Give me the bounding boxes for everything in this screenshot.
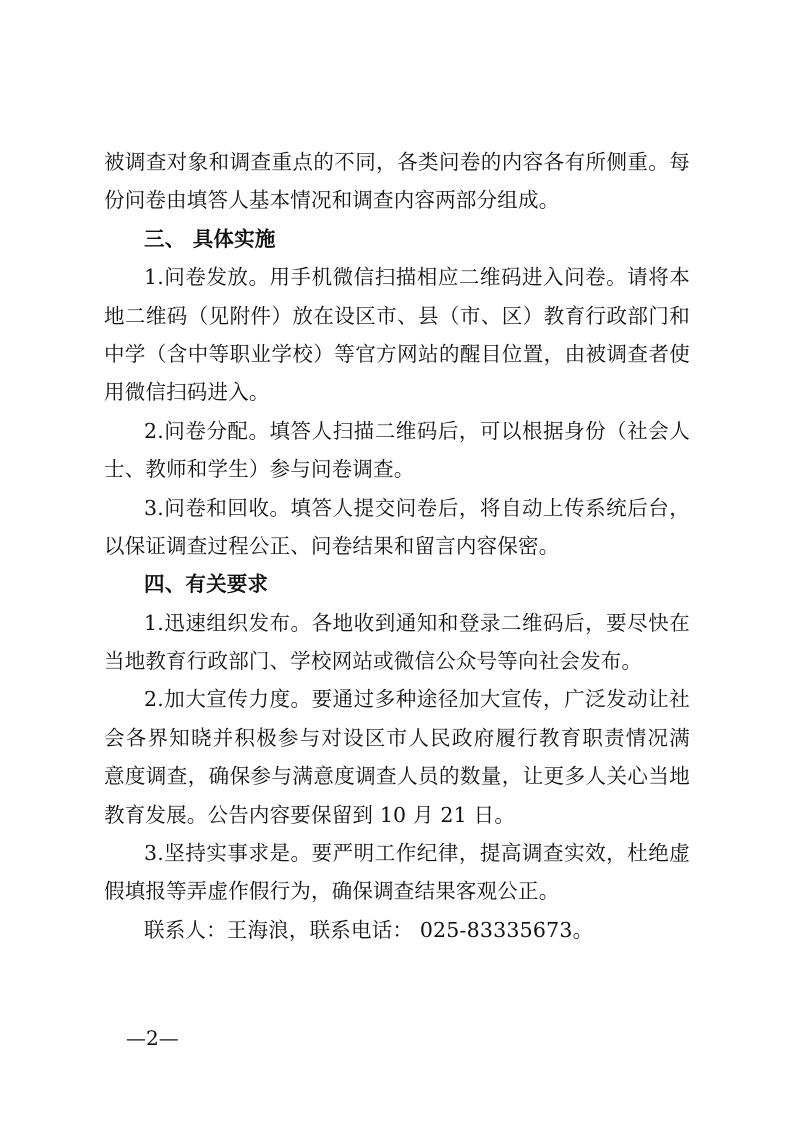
page-number: —2— xyxy=(126,1026,179,1050)
paragraph-line: 1.迅速组织发布。各地收到通知和登录二维码后，要尽快在 xyxy=(144,610,690,635)
section-heading: 三、 具体实施 xyxy=(144,226,276,251)
paragraph-line: 1.问卷发放。用手机微信扫描相应二维码进入问卷。请将本 xyxy=(144,265,690,290)
paragraph-line: 被调查对象和调查重点的不同，各类问卷的内容各有所侧重。每 xyxy=(104,150,690,174)
contact-line: 联系人：王海浪，联系电话： 025-83335673。 xyxy=(144,917,594,942)
paragraph-line: 当地教育行政部门、学校网站或微信公众号等向社会发布。 xyxy=(104,649,643,674)
paragraph-line: 以保证调查过程公正、问卷结果和留言内容保密。 xyxy=(104,533,560,558)
paragraph-line: 士、教师和学生）参与问卷调查。 xyxy=(104,457,415,482)
document-body xyxy=(104,143,690,949)
paragraph-line: 3.问卷和回收。填答人提交问卷后，将自动上传系统后台， xyxy=(144,495,690,520)
paragraph-line: 意度调查，确保参与满意度调查人员的数量，让更多人关心当地 xyxy=(104,764,690,789)
paragraph-line: 会各界知晓并积极参与对设区市人民政府履行教育职责情况满 xyxy=(104,725,690,750)
paragraph-line: 地二维码（见附件）放在设区市、县（市、区）教育行政部门和 xyxy=(104,303,690,328)
section-heading: 四、有关要求 xyxy=(144,572,269,597)
paragraph-line: 3.坚持实事求是。要严明工作纪律，提高调查实效，杜绝虚 xyxy=(144,841,690,866)
paragraph-line: 假填报等弄虚作假行为，确保调查结果客观公正。 xyxy=(104,879,560,904)
paragraph-line: 份问卷由填答人基本情况和调查内容两部分组成。 xyxy=(104,188,560,213)
paragraph-line: 中学（含中等职业学校）等官方网站的醒目位置，由被调查者使 xyxy=(104,341,690,366)
paragraph-line: 2.加大宣传力度。要通过多种途径加大宣传，广泛发动让社 xyxy=(144,687,690,712)
paragraph-line: 用微信扫码进入。 xyxy=(104,380,270,405)
paragraph-line: 2.问卷分配。填答人扫描二维码后，可以根据身份（社会人 xyxy=(144,418,690,443)
paragraph-line: 教育发展。公告内容要保留到 10 月 21 日。 xyxy=(104,802,516,827)
